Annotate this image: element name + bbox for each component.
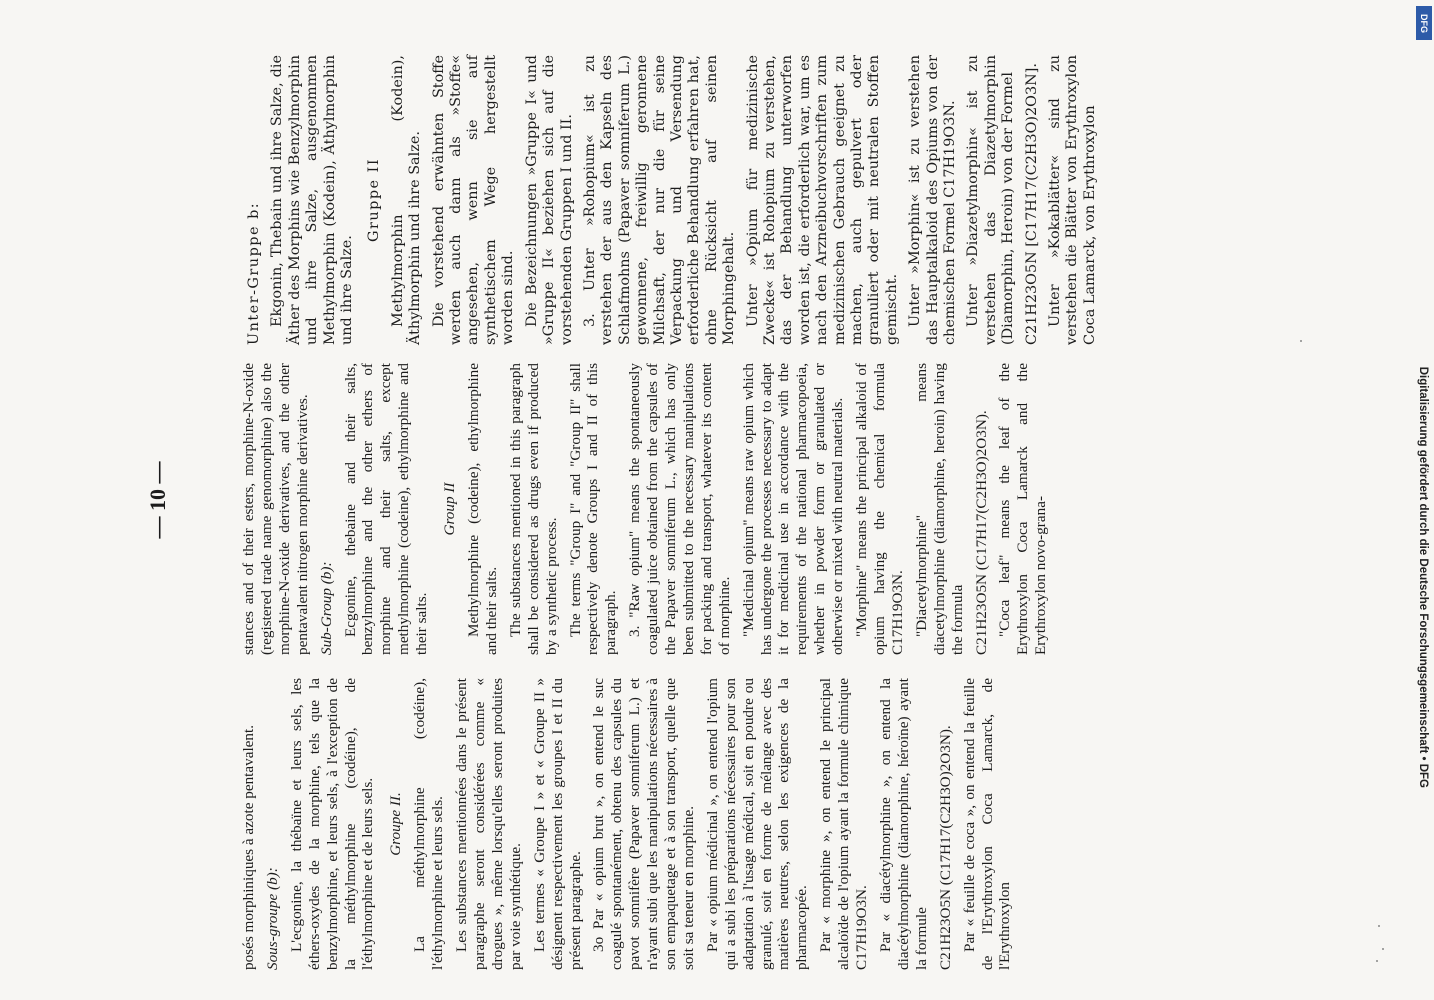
group-heading: Groupe II. (387, 792, 405, 856)
group-heading: Group II (441, 482, 459, 536)
group-heading: Gruppe II (366, 157, 383, 243)
english-column (240, 363, 1056, 655)
formula: C21H23O5N (C17H17(C2H3O)2O3N). (972, 410, 990, 655)
paragraph: Par « morphine », on entend le principal alcaloïde de l'opium ayant la formule chimique C17H19O3N. (817, 678, 871, 970)
formula: C21H23O5N (C17H17(C2H3O)2O3N). (936, 725, 954, 970)
paragraph: Die vorstehend erwähnten Stoffe werden auch dann als »Stoffe« angesehen, wenn sie auf synthetischem Wege hergestellt worden sind. (430, 55, 517, 345)
paragraph: Methylmorphine (codeine), ethylmorphine and their salts. (464, 363, 500, 655)
paragraph: Par « feuille de coca », on entend la feuille de l'Erythroxylon Coca Lamarck, de l'Erythroxylon (960, 678, 1014, 970)
paragraph: The terms "Group I" and "Group II" shall respectively denote Groups I and II of this paragraph. (566, 363, 620, 655)
paragraph: Par « diacétylmorphine », on entend la diacétylmorphine (diamorphine, héroïne) ayant la formule (877, 678, 930, 970)
dfg-logo-icon: DFG (1416, 6, 1432, 40)
document-page (85, 0, 1395, 1000)
paragraph: 3. Unter »Rohopium« ist zu verstehen der aus den Kapseln des Schlafmohns (Papaver somniferum L.) gewonnene, freiwillig geronnene Milchsaft, der nur die für seine Verpackung und Versendung erforderliche Behandlung erfahren hat, ohne Rücksicht auf seinen Morphingehalt. (581, 55, 738, 345)
paragraph: Die Bezeichnungen »Gruppe I« und »Gruppe II« beziehen sich auf die vorstehenden Gruppen I und II. (523, 55, 575, 345)
paragraph: La méthylmorphine (codéine), l'éthylmorphine et leurs sels. (411, 678, 447, 970)
paragraph: Unter »Diazetylmorphin« ist zu verstehen das Diazetylmorphin (Diamorphin, Heroin) von der Formel (965, 55, 1017, 345)
paragraph: 3o Par « opium brut », on entend le suc coagulé spontanément, obtenu des capsules du pavot somnifère (Papaver somniferum L.) et n'ayant subi que les manipulations nécessaires à son empaquetage et à son transport, quelle que soit sa teneur en morphine. (590, 678, 697, 970)
paragraph: Methylmorphin (Kodein), Äthylmorphin und ihre Salze. (389, 55, 424, 345)
paragraph: Unter »Kokablätter« sind zu verstehen die Blätter von Erythroxylon Coca Lamarck, von Erythroxylon (1047, 55, 1098, 345)
page-number: — 10 — (145, 461, 170, 539)
paragraph: "Coca leaf" means the leaf of the Erythroxylon Coca Lamarck and the Erythroxylon novo-grana- (996, 363, 1050, 655)
paragraph: "Morphine" means the principal alkaloid of opium having the chemical formula C17H19O3N. (853, 363, 906, 655)
subgroup-heading: Sub-Group (b): (317, 561, 335, 655)
paragraph: posés morphiniques à azote pentavalent. (240, 724, 257, 970)
formula: C21H23O5N [C17H17(C2H3O)2O3N]. (1023, 63, 1040, 345)
scan-speck (1382, 948, 1384, 950)
paragraph: Les termes « Groupe I » et « Groupe II » désignent respectivement les groupes I et II du présent paragraphe. (530, 678, 584, 970)
german-column (240, 55, 1105, 345)
scan-speck (1300, 340, 1302, 342)
paragraph: "Diacetylmorphine" means diacetylmorphine (diamorphine, heroin) having the formula (912, 363, 966, 655)
dfg-watermark (1412, 8, 1434, 788)
paragraph: stances and of their esters, morphine-N-oxide (registered trade name genomorphine) also the morphine-N-oxide derivatives, and the other pentavalent nitrogen morphine derivatives. (240, 363, 311, 655)
paragraph: Ecgonine, thebaine and their salts, benzylmorphine and the other ethers of morphine and their salts, except methylmorphine (codeine), ethylmorphine and their salts. (341, 363, 431, 655)
paragraph: The substances mentioned in this paragraph shall be considered as drugs even if produced by a synthetic process. (506, 363, 560, 655)
scan-speck (1378, 925, 1380, 927)
paragraph: 3. "Raw opium" means the spontaneously coagulated juice obtained from the capsules of the Papaver somniferum L., which has only been submitted to the necessary manipulations for packing and transport, whatever its content of morphine. (626, 363, 733, 655)
paragraph: Les substances mentionnées dans le présent paragraphe seront considérées comme « drogues », même lorsqu'elles seront produites par voie synthétique. (453, 678, 524, 970)
paragraph: Unter »Morphin« ist zu verstehen das Hauptalkaloid des Opiums von der chemischen Formel C17H19O3N. (907, 55, 959, 345)
paragraph: Unter »Opium für medizinische Zwecke« ist Rohopium zu verstehen, das der Behandlung unterworfen worden ist, die erforderlich war, um es nach den Arzneibuchvorschriften zum medizinischen Gebrauch geeignet zu machen, auch gepulvert oder granuliert oder mit neutralen Stoffen gemischt. (744, 55, 900, 345)
french-column (240, 678, 1020, 970)
subgroup-heading: Unter-Gruppe b: (246, 201, 262, 345)
watermark-text: Digitalisierung gefördert durch die Deutsche Forschungsgemeinschaft • DFG (1417, 366, 1429, 788)
paragraph: L'ecgonine, la thébaïne et leurs sels, les éthers-oxydes de la morphine, tels que la benzylmorphine, et leurs sels, à l'exception de la méthylmorphine (codéine), de l'éthylmorphine et de leurs sels. (287, 678, 377, 970)
paragraph: "Medicinal opium" means raw opium which has undergone the processes necessary to adapt it for medicinal use in accordance with the requirements of the national pharmacopoeia, whether in powder form or granulated or otherwise or mixed with neutral materials. (739, 363, 847, 655)
scan-speck (1376, 960, 1378, 962)
subgroup-heading: Sous-groupe (b): (263, 867, 281, 970)
paragraph: Par « opium médicinal », on entend l'opium qui a subi les préparations nécessaires pour son adaptation à l'usage médical, soit en poudre ou granulé, soit en forme de mélange avec des matières neutres, selon les exigences de la pharmacopée. (703, 678, 811, 970)
paragraph: Ekgonin, Thebain und ihre Salze, die Äther des Morphins wie Benzylmorphin und ihre Salze, ausgenommen Methylmorphin (Kodein), Äthylmorphin und ihre Salze. (269, 55, 356, 345)
